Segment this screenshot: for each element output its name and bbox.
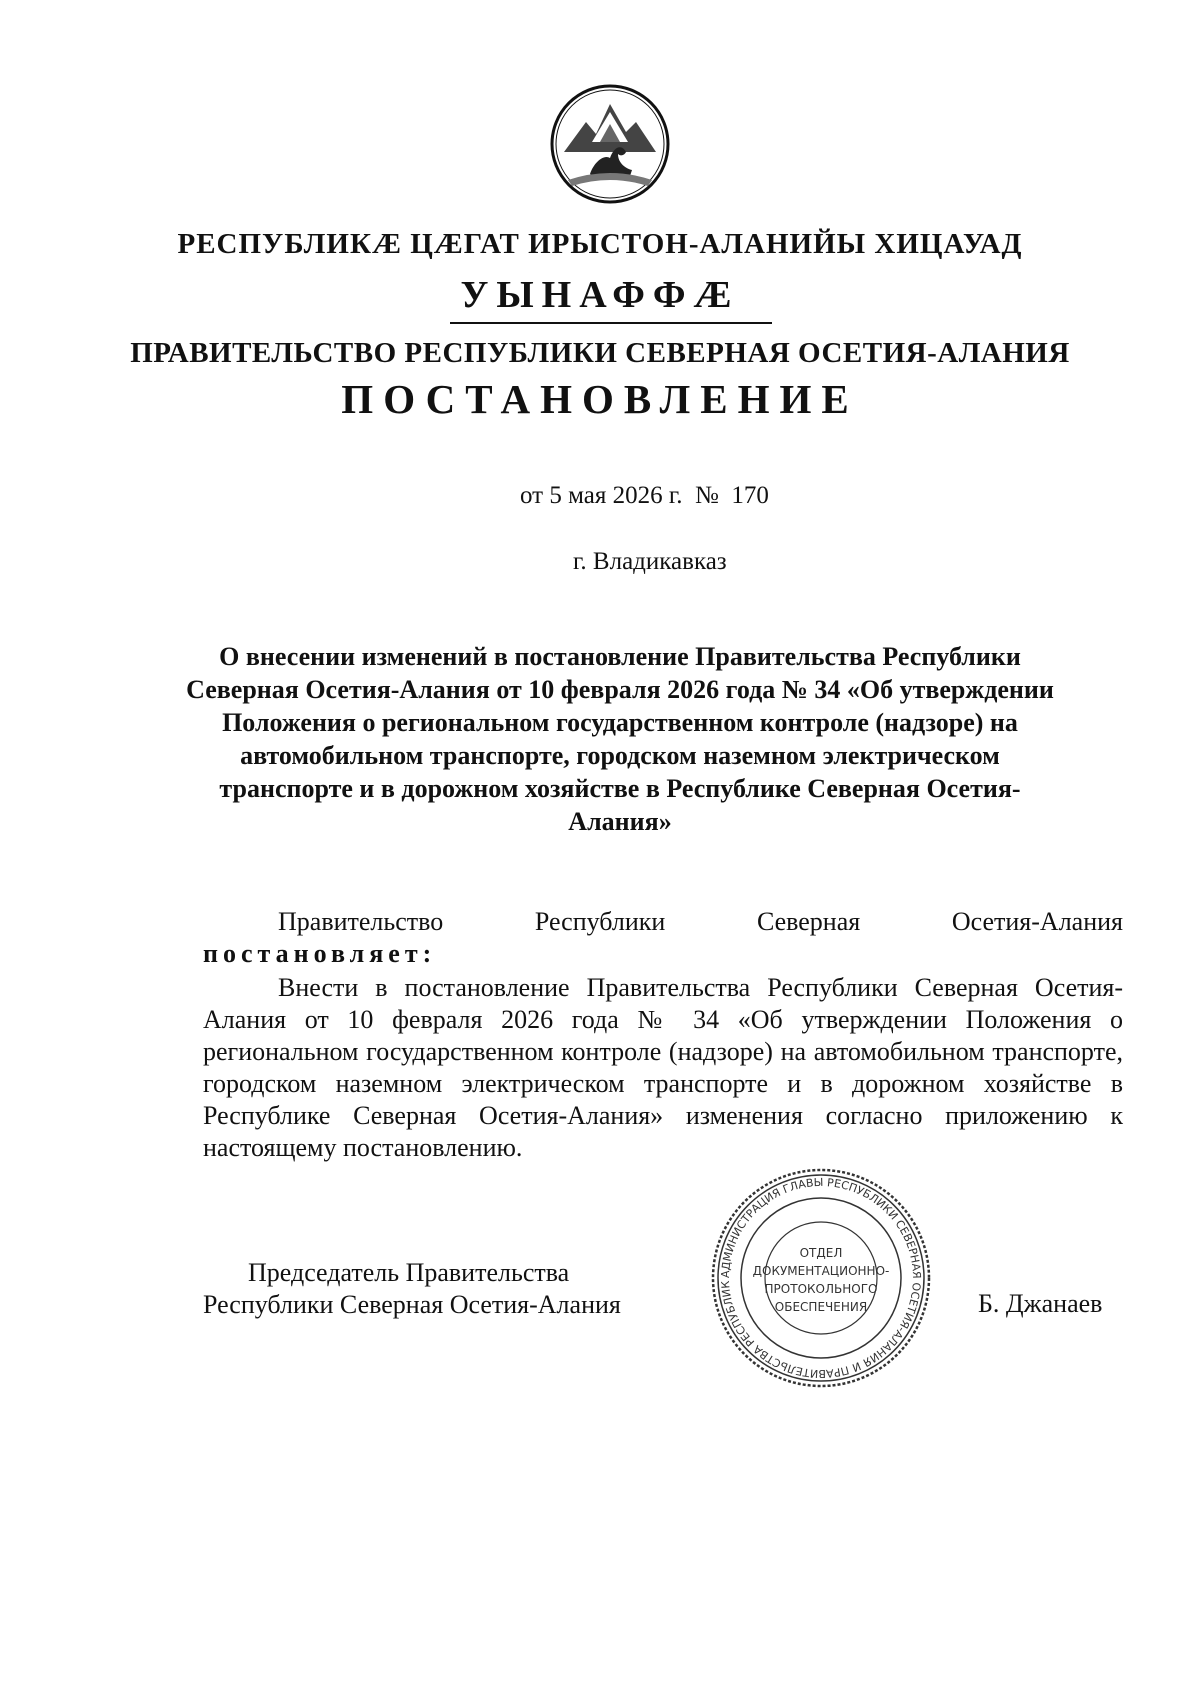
signatory-name: Б. Джанаев bbox=[978, 1289, 1103, 1318]
gov-word: Осетия-Алания bbox=[951, 907, 1123, 936]
gov-word: Северная bbox=[756, 907, 861, 936]
signatory-position-line1: Председатель Правительства bbox=[248, 1258, 570, 1287]
gov-word: Республики bbox=[534, 907, 666, 936]
stamp-outer-text: АДМИНИСТРАЦИЯ ГЛАВЫ РЕСПУБЛИКИ СЕВЕРНАЯ ОСЕТИЯ-АЛАНИЯ И ПРАВИТЕЛЬСТВА РЕСПУБЛИК bbox=[718, 1175, 924, 1381]
resolution-paragraph-text: Внести в постановление Правительства Республики Северная Осетия-Алания от 10 февраля 2026 года № 34 «Об утверждении Положения о региональном государственном контроле (надзоре) на автомобильном транспорте, городском наземном электрическом транспорте и в дорожном хозяйстве в Республике Северная Осетия-Алания» изменения согласно приложению к настоящему постановлению. bbox=[203, 973, 1123, 1162]
resolution-paragraph bbox=[203, 972, 1123, 1164]
doc-type-ossetian: УЫНАФФÆ bbox=[460, 274, 740, 316]
government-name-russian: ПРАВИТЕЛЬСТВО РЕСПУБЛИКИ СЕВЕРНАЯ ОСЕТИЯ-АЛАНИЯ bbox=[130, 337, 1070, 369]
stamp-center-line: ДОКУМЕНТАЦИОННО- bbox=[752, 1264, 890, 1278]
official-stamp bbox=[708, 1165, 934, 1391]
stamp-center-line: ПРОТОКОЛЬНОГО bbox=[764, 1282, 878, 1296]
signatory-position-line2: Республики Северная Осетия-Алания bbox=[203, 1290, 621, 1319]
document-title: О внесении изменений в постановление Правительства Республики Северная Осетия-Алания от 10 февраля 2026 года № 34 «Об утверждении Положения о региональном государственном контроле (надзоре) на автомобильном транспорте, городском наземном электрическом транспорте и в дорожном хозяйстве в Республике Северная Осетия-Алания» bbox=[186, 642, 1054, 836]
republic-name-ossetian: РЕСПУБЛИКÆ ЦÆГАТ ИРЫСТОН-АЛАНИЙЫ ХИЦАУАД bbox=[177, 228, 1023, 260]
decree-word: постановляет: bbox=[203, 939, 437, 968]
signatory-position bbox=[203, 1257, 621, 1321]
doc-type-russian: ПОСТАНОВЛЕНИЕ bbox=[341, 376, 859, 422]
header-divider bbox=[450, 322, 772, 324]
document-date-number: от 5 мая 2026 г. № 170 bbox=[520, 482, 769, 509]
gov-word: Правительство bbox=[278, 907, 444, 936]
stamp-center-line: ОТДЕЛ bbox=[799, 1246, 843, 1260]
government-line bbox=[203, 906, 1123, 938]
document-city: г. Владикавказ bbox=[573, 548, 727, 575]
coat-of-arms-emblem bbox=[548, 82, 672, 206]
stamp-center-line: ОБЕСПЕЧЕНИЯ bbox=[774, 1300, 868, 1314]
